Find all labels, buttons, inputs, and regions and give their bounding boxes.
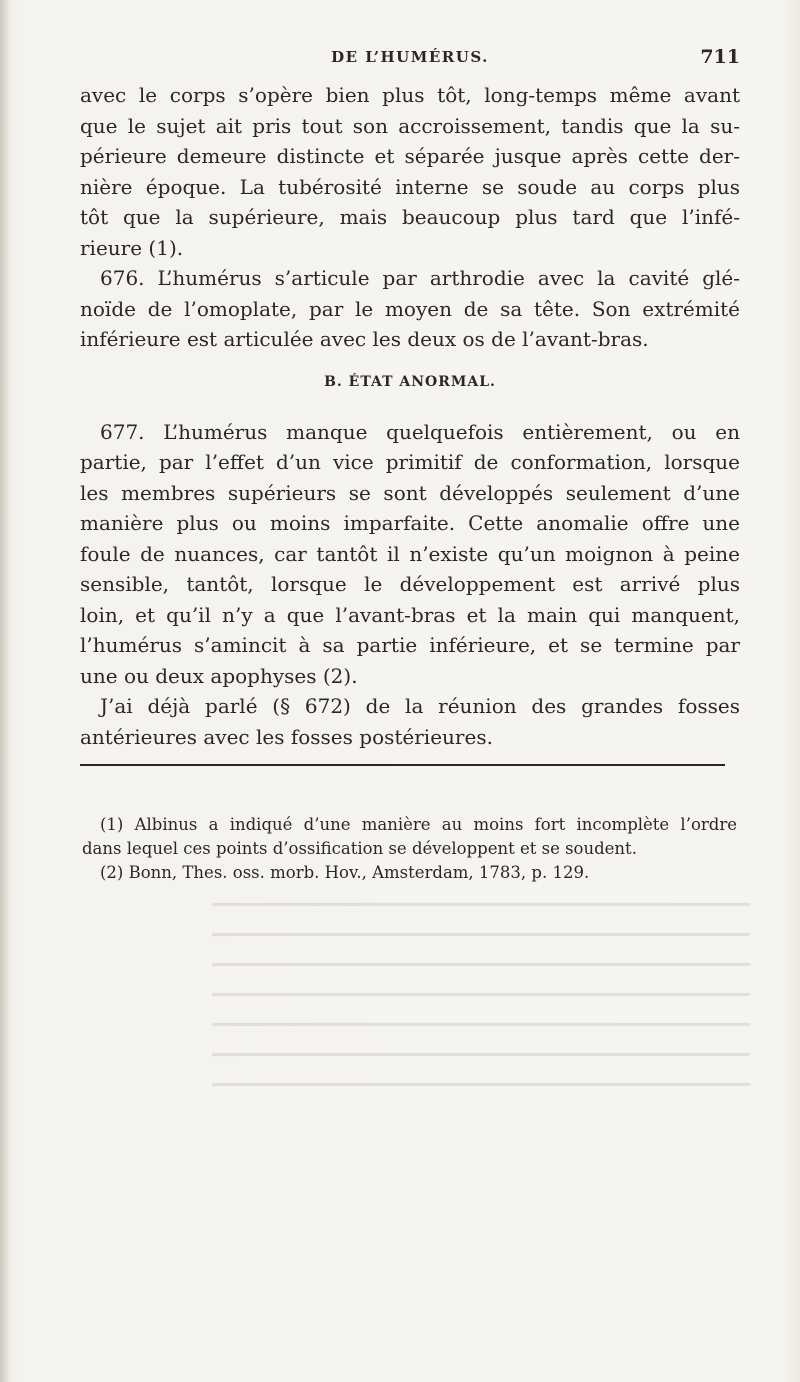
section-heading: B. ÉTAT ANORMAL. [324,373,496,390]
text-line: l’humérus s’amincit à sa partie inférieure, et se termine par [80,633,740,657]
text-line: partie, par l’effet d’un vice primitif de conformation, lorsque [80,450,740,474]
text-line: 676. L’humérus s’articule par arthrodie avec la cavité glé- [100,266,740,290]
text-line: foule de nuances, car tantôt il n’existe qu’un moignon à peine [80,541,740,566]
text-line: que le sujet ait pris tout son accroissement, tandis que la su- [80,113,740,138]
page-header [80,44,740,74]
text-line: périeure demeure distincte et séparée jusque après cette der- [80,144,740,168]
paragraph-unnumbered [80,691,740,752]
text-line: tôt que la supérieure, mais beaucoup plus tard que l’infé- [80,205,740,229]
text-line: les membres supérieurs se sont développés seulement d’une [80,480,740,505]
text-line: noïde de l’omoplate, par le moyen de sa tête. Son extrémité [80,296,740,321]
text-line: rieure (1). [80,235,184,260]
running-head: DE L’HUMÉRUS. [331,48,489,66]
text-line: antérieures avec les fosses postérieures. [80,724,493,749]
paragraph-677 [80,417,740,692]
text-line: 677. L’humérus manque quelquefois entièrement, ou en [100,419,740,444]
paragraph-676 [80,263,740,355]
footnote-1-line: (1) Albinus a indiqué d’une manière au moins fort incomplète l’ordre [100,815,737,834]
footnotes [82,813,737,885]
text-line: inférieure est articulée avec les deux os de l’avant-bras. [80,327,649,351]
text-line: loin, et qu’il n’y a que l’avant-bras et la main qui manquent, [80,602,740,627]
text-line: avec le corps s’opère bien plus tôt, long-temps même avant [80,83,740,107]
text-line: manière plus ou moins imparfaite. Cette anomalie offre une [80,511,740,535]
page-number: 711 [700,46,740,68]
text-line: J’ai déjà parlé (§ 672) de la réunion des grandes fosses [100,694,740,718]
text-line: une ou deux apophyses (2). [80,663,358,688]
text-line: nière époque. La tubérosité interne se soude au corps plus [80,174,740,199]
footnote-2: (2) Bonn, Thes. oss. morb. Hov., Amsterdam, 1783, p. 129. [100,863,590,882]
footnote-rule [80,764,725,766]
paragraph-675-continued [80,80,740,263]
footnote-1-line: dans lequel ces points d’ossification se développent et se soudent. [82,839,637,858]
binding-shadow [0,0,10,1382]
text-line: sensible, tantôt, lorsque le développement est arrivé plus [80,572,740,596]
show-through-texture: ━━━━━━━━━━━━━━━━━━━━━━━━━━━━━━━━━━━━━━━━━━━━━━━ ━━━━━━━━━━━━━━━━━━━━━━━━━━━━━━━━━━━━━━━━━━━━━━━ ━━━━━━━━━━━━━━━━━━━━━━━━━━━━━━━━━━━━━━━━━━━━━━━ ━━━━━━━━━━━━━━━━━━━━━━━━━━━━━━━━━━━━━━━━━━━━━━━ ━━━━━━━━━━━━━━━━━━━━━━━━━━━━━━━━━━━━━━━━━━━━━━━ ━━━━━━━━━━━━━━━━━━━━━━━━━━━━━━━━━━━━━━━━━━━━━━━ ━━━━━━━━━━━━━━━━━━━━━━━━━━━━━━━━━━━━━━━━━━━━━━━ [212,894,750,1096]
main-text [80,80,740,752]
